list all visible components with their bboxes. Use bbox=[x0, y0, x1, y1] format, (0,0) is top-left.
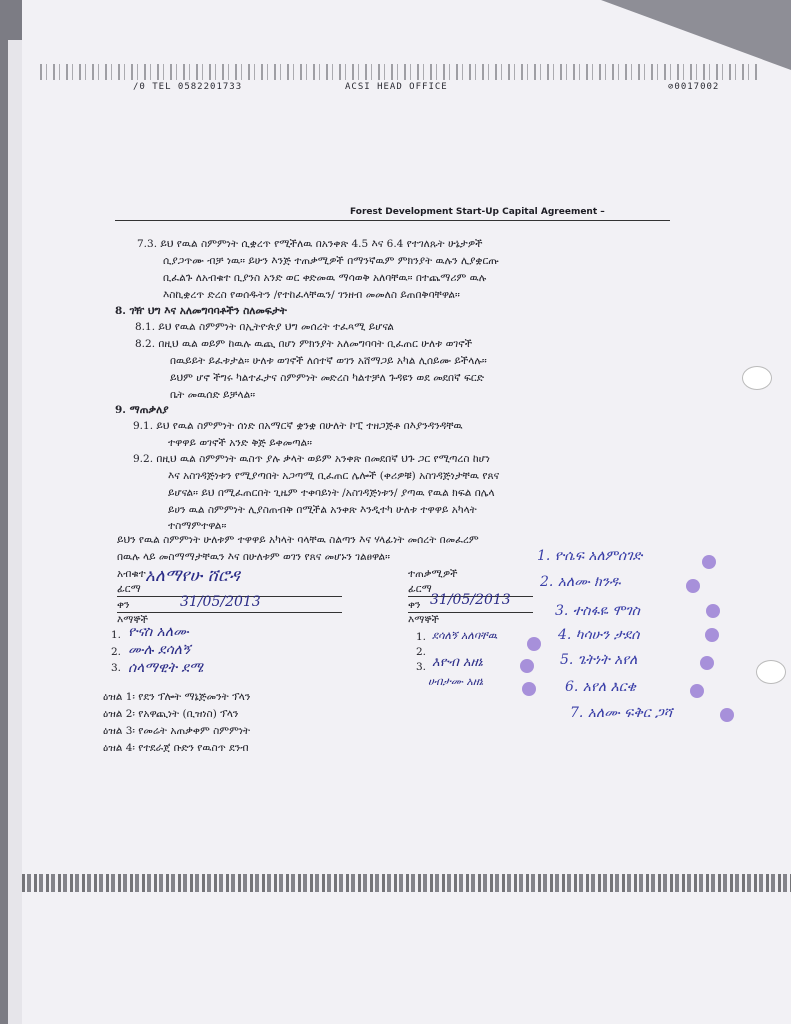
fax-office: ACSI HEAD OFFICE bbox=[345, 82, 448, 92]
clause-9-2-line-1: 9.2. በዚህ ዉል ስምምነት ዉስጥ ያሉ ቃላት ወይም አንቀጽ በመደበኛ ህጉ ጋር የሚጣረስ ከሆነ bbox=[133, 453, 490, 465]
fax-page-icon: ⊘ bbox=[668, 82, 675, 92]
left-witness-3-num: 3. bbox=[111, 662, 122, 674]
clause-9-2-line-5: ተስማምተዋል። bbox=[168, 520, 227, 532]
left-date-label: ቀን bbox=[117, 599, 130, 611]
right-witness-2-num: 2. bbox=[416, 646, 427, 658]
clause-8-2-line-3: ይህም ሆኖ ችግሩ ካልተፈታና ስምምነት መድረስ ካልተቻለ ጉዳዩን ወደ መደበኛ ፍርድ bbox=[170, 372, 484, 384]
left-witness-2-num: 2. bbox=[111, 646, 122, 658]
right-party-label: ተጠቃሚዎች bbox=[408, 568, 458, 580]
fingerprint-stamp bbox=[520, 659, 534, 673]
right-witness-4: ሀብታሙ አዘኔ bbox=[428, 675, 484, 688]
left-party-label: አብቁተ bbox=[117, 568, 146, 580]
fingerprint-stamp bbox=[706, 604, 720, 618]
clause-7-3-line-1: 7.3. ይህ የዉል ስምምነት ሲቋረጥ የሚችለዉ በአንቀጽ 4.5 እና 6.4 የተገለጹት ሁኔታዎች bbox=[137, 238, 483, 250]
beneficiary-7: 7. አለሙ ፍቅር ጋሻ bbox=[570, 705, 673, 721]
clause-8-2-line-1: 8.2. በዚህ ዉል ወይም ከዉሉ ዉጪ በሆነ ምክንያት አለመግባባት ቢፈጠር ሁለቱ ወገኖች bbox=[135, 338, 473, 350]
beneficiary-3: 3. ተስፋዬ ሞገስ bbox=[555, 603, 640, 619]
left-signature: አለማየሁ ሸሮዳ bbox=[145, 566, 240, 586]
closing-line-2: በዉሉ ላይ መስማማታቸዉን እና በሁለቱም ወገን የጸና መሆኑን ገልፀዋል። bbox=[117, 551, 391, 563]
fax-page-number: 0017002 bbox=[674, 82, 720, 92]
punch-hole-bottom bbox=[756, 660, 786, 684]
left-witness-label: እማኞች bbox=[117, 614, 149, 626]
folded-corner bbox=[601, 0, 791, 70]
fingerprint-stamp bbox=[720, 708, 734, 722]
clause-9-2-line-3: ይሆናል። ይህ በሚፈጠርበት ጊዜም ተቀባይነት /አስገዳጅነቱን/ ያጣዉ የዉል ክፍል በሌላ bbox=[168, 487, 495, 499]
right-witness-label: እማኞች bbox=[408, 614, 440, 626]
right-witness-1-num: 1. bbox=[416, 631, 427, 643]
left-witness-3: ሰላማዊት ደሜ bbox=[128, 660, 204, 676]
clause-7-3-line-2: ሲያጋጥሙ ብቻ ነዉ። ይሁን እንጅ ተጠቃሚዎች በማንኛዉም ምክንያት ዉሉን ሊያቋርጡ bbox=[163, 255, 499, 267]
fingerprint-stamp bbox=[527, 637, 541, 651]
clause-8-2-line-2: በዉይይት ይፈቱታል። ሁለቱ ወገኖች ለሰተኛ ወገን አሸማጋይ አካል ሊሰይሙ ይችላሉ። bbox=[170, 355, 487, 367]
annex-3: ዕዝል 3፡ የመሬት አጠቃቀም ስምምነት bbox=[103, 725, 251, 737]
clause-8-1: 8.1. ይህ የዉል ስምምነት በኢትዮጵያ ህግ መሰረት ተፈጻሚ ይሆናል bbox=[135, 321, 394, 333]
punch-hole-top bbox=[742, 366, 772, 390]
header-rule bbox=[115, 220, 670, 221]
fingerprint-stamp bbox=[690, 684, 704, 698]
clause-9-1-line-2: ተዋዋይ ወገኖች አንድ ቅጅ ይቀመጣል። bbox=[168, 437, 313, 449]
fingerprint-stamp bbox=[702, 555, 716, 569]
right-date-label: ቀን bbox=[408, 599, 421, 611]
right-witness-1: ደሳለኝ አለባቸዉ bbox=[432, 629, 498, 642]
right-witness-3-num: 3. bbox=[416, 661, 427, 673]
beneficiary-2: 2. አለሙ ክንዱ bbox=[540, 574, 621, 590]
fax-tel: /0 TEL 0582201733 bbox=[133, 82, 243, 92]
left-witness-2: ሙሉ ደሳለኝ bbox=[128, 642, 191, 658]
fax-noise-top bbox=[40, 64, 760, 80]
fax-page bbox=[668, 82, 719, 92]
document-title: Forest Development Start-Up Capital Agreement – bbox=[350, 207, 605, 217]
clause-8-2-line-4: ቤት መዉሰድ ይቻላል። bbox=[170, 389, 256, 401]
left-witness-1: ዮናስ አለሙ bbox=[128, 624, 189, 640]
fingerprint-stamp bbox=[705, 628, 719, 642]
beneficiary-1: 1. ዮሴፍ አለምሰገድ bbox=[537, 548, 643, 564]
right-witness-3: እዮብ አዘኔ bbox=[432, 655, 483, 670]
section-8-heading: 8. ገዥ ህግ እና አለመግባባቶችን ስለመፍታት bbox=[115, 305, 287, 317]
clause-9-2-line-2: እና አስገዳጅነቱን የሚያጣበት አጋጣሚ ቢፈጠር ሌሎች (ቀሪዎቹ) አስገዳጅነታቸዉ የጸና bbox=[168, 470, 500, 482]
annex-2: ዕዝል 2፡ የአዋጪነት (ቢዝነስ) ፕላን bbox=[103, 708, 239, 720]
clause-9-1-line-1: 9.1. ይህ የዉል ስምምነት ሰነድ በአማርኛ ቋንቋ በሁለት ኮፒ ተዘጋጅቶ በእያንዳንዳቸዉ bbox=[133, 420, 463, 432]
fax-noise-bottom bbox=[22, 874, 791, 892]
fingerprint-stamp bbox=[700, 656, 714, 670]
beneficiary-5: 5. ጌትነት አየለ bbox=[560, 652, 638, 668]
annex-4: ዕዝል 4፡ የተደራጀ ቡድን የዉስጥ ደንብ bbox=[103, 742, 249, 754]
left-date-value: 31/05/2013 bbox=[180, 594, 261, 610]
fingerprint-stamp bbox=[522, 682, 536, 696]
left-sign-label: ፊርማ bbox=[117, 583, 141, 595]
beneficiary-4: 4. ካሳሁን ታደሰ bbox=[558, 627, 640, 643]
clause-9-2-line-4: ይሀን ዉል ስምምነት ሊያስጠብቅ በሚችል አንቀጽ እንዲተካ ሁለቱ ተዋዋይ አካላት bbox=[168, 504, 477, 516]
closing-line-1: ይህን የዉል ስምምነት ሁለቱም ተዋዋይ አካላት ባላቸዉ ስልጣን እና ሃላፊነት መሰረት በመፈረም bbox=[117, 534, 479, 546]
clause-7-3-line-4: እስኪቋረጥ ድረስ የወሰዱትን /የተከፈላቸዉን/ ገንዘብ መመለስ ይጠበቅባቸዋል። bbox=[163, 289, 460, 301]
right-sign-label: ፊርማ bbox=[408, 583, 432, 595]
beneficiary-6: 6. አየለ እርቄ bbox=[565, 679, 636, 695]
annex-1: ዕዝል 1፡ የደን ፕሎት ማኔጅመንት ፕላን bbox=[103, 691, 251, 703]
clause-7-3-line-3: ቢፈልጉ ለአብቁተ ቢያንስ አንድ ወር ቀድመዉ ማሳወቅ አለባቸዉ። በተጨማሪም ዉሉ bbox=[163, 272, 487, 284]
fingerprint-stamp bbox=[686, 579, 700, 593]
section-9-heading: 9. ማጠቃለያ bbox=[115, 404, 169, 416]
right-date-value: 31/05/2013 bbox=[430, 592, 511, 608]
left-witness-1-num: 1. bbox=[111, 629, 122, 641]
